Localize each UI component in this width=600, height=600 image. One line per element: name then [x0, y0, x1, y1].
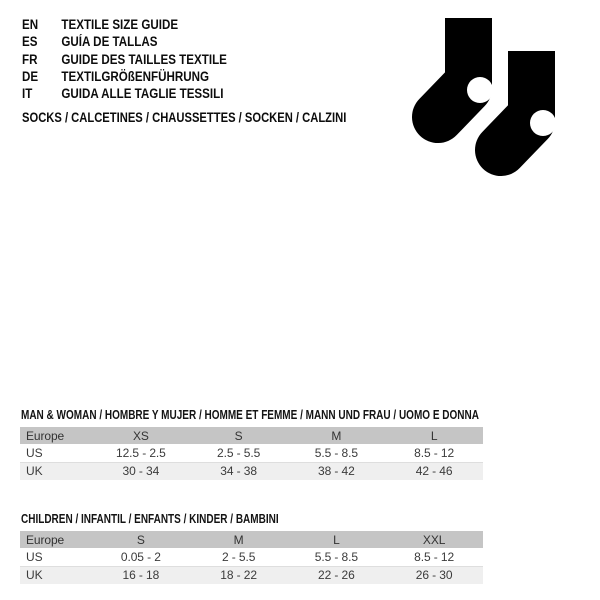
- table-row-us: [20, 548, 483, 566]
- region-label: UK: [26, 464, 43, 479]
- size-table-children: [20, 531, 483, 584]
- table-title-children: [21, 512, 343, 526]
- region-label: UK: [26, 568, 43, 583]
- size-value: 42 - 46: [415, 464, 453, 479]
- language-list: [22, 16, 260, 102]
- column-header-s: S: [136, 532, 145, 547]
- size-value: 5.5 - 8.5: [314, 445, 358, 460]
- language-code: EN: [22, 17, 39, 32]
- table-title-adults: [21, 408, 593, 422]
- sock-front: [501, 51, 556, 150]
- column-header-europe: Europe: [26, 428, 65, 443]
- sock-back: [438, 18, 493, 117]
- table-header-row: [20, 427, 483, 444]
- size-value: 5.5 - 8.5: [314, 549, 358, 564]
- column-header-xxl: XXL: [422, 532, 446, 547]
- column-header-s: S: [234, 428, 243, 443]
- column-header-m: M: [233, 532, 244, 547]
- category-heading: [22, 110, 413, 125]
- column-header-xs: XS: [132, 428, 149, 443]
- table-row-uk: [20, 566, 483, 584]
- column-header-l: L: [430, 428, 438, 443]
- region-label: US: [26, 549, 43, 564]
- table-title-adults-text: MAN & WOMAN / HOMBRE Y MUJER / HOMME ET FEMME / MANN UND FRAU / UOMO E DONNA: [21, 408, 479, 422]
- language-row-de: [22, 68, 227, 85]
- size-value: 2.5 - 5.5: [217, 445, 261, 460]
- language-code: ES: [22, 34, 38, 50]
- size-value: 16 - 18: [122, 568, 160, 583]
- table-title-children-text: CHILDREN / INFANTIL / ENFANTS / KINDER / BAMBINI: [21, 512, 279, 526]
- size-value: 26 - 30: [415, 568, 453, 583]
- size-value: 8.5 - 12: [414, 445, 455, 460]
- table-header-row: [20, 531, 483, 548]
- size-value: 22 - 26: [318, 568, 355, 583]
- language-row-en: [22, 16, 227, 33]
- language-label: GUIDA ALLE TAGLIE TESSILI: [61, 86, 224, 102]
- language-row-it: [22, 85, 227, 102]
- language-row-es: [22, 33, 227, 50]
- language-row-fr: [22, 51, 227, 68]
- language-label: GUIDE DES TAILLES TEXTILE: [61, 51, 227, 67]
- size-value: 8.5 - 12: [414, 549, 455, 564]
- size-value: 30 - 34: [122, 464, 160, 479]
- language-code: IT: [22, 86, 33, 102]
- size-value: 12.5 - 2.5: [116, 445, 166, 460]
- size-value: 18 - 22: [220, 568, 257, 583]
- category-heading-text: SOCKS / CALCETINES / CHAUSSETTES / SOCKEN / CALZINI: [22, 110, 347, 125]
- language-label: TEXTILE SIZE GUIDE: [61, 17, 179, 32]
- region-label: US: [26, 445, 43, 460]
- language-label: GUÍA DE TALLAS: [61, 34, 158, 50]
- socks-icon: [408, 18, 558, 183]
- language-label: TEXTILGRÖßENFÜHRUNG: [61, 68, 210, 84]
- table-row-uk: [20, 462, 483, 480]
- table-row-us: [20, 444, 483, 462]
- size-value: 34 - 38: [220, 464, 257, 479]
- size-value: 38 - 42: [318, 464, 355, 479]
- size-table-adults: [20, 427, 483, 480]
- column-header-l: L: [333, 532, 340, 547]
- size-value: 0.05 - 2: [120, 549, 161, 564]
- size-value: 2 - 5.5: [221, 549, 256, 564]
- column-header-m: M: [331, 428, 342, 443]
- language-code: DE: [22, 68, 39, 84]
- language-code: FR: [22, 51, 38, 67]
- column-header-europe: Europe: [26, 532, 65, 547]
